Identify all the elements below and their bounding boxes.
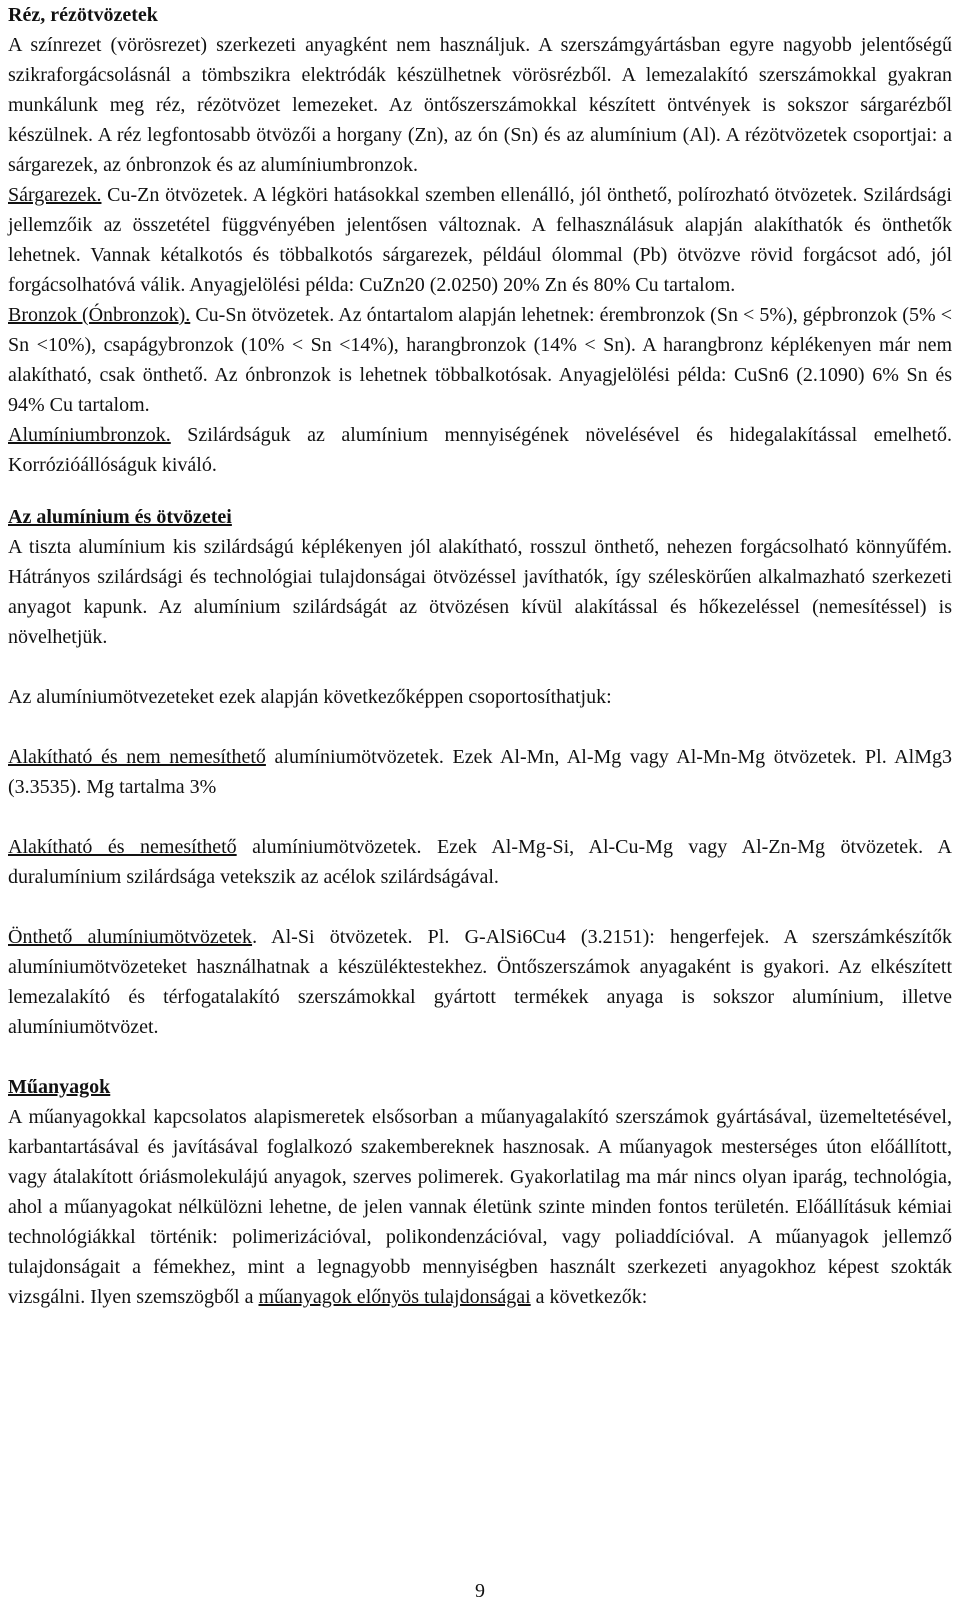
plastics-text: A műanyagokkal kapcsolatos alapismeretek elsősorban a műanyagalakító szerszámok gyártásával, üzemeltetésével, karbantartásával és javításával foglalkozó szakembereknek hasznosak. A műanyagok mesterséges úton előállított, vagy átalakított óriásmolekulájú anyagok, szerves polimerek. Gyakorlatilag ma már nincs olyan iparág, technológia, ahol a műanyagokat nélkülözni lehetne, de jelen vannak életünk szinte minden fontos területén. Előállításuk kémiai technológiákkal történik: polimerizációval, polikondenzációval, vagy poliaddícióval. A műanyagok jellemző tulajdonságait a fémekhez, mint a legnagyobb mennyiségben használt szerkezeti anyagokhoz képest szokták vizsgálni. Ilyen szemszögből a	[8, 1106, 952, 1308]
group1-term: Alakítható és nem nemesíthető	[8, 746, 266, 768]
brass-text: Cu-Zn ötvözetek. A légköri hatásokkal szemben ellenálló, jól önthető, polírozható ötvözetek. Szilárdsági jellemzőik az összetétel függvényében jelentősen változnak. A felhasználásuk alapján alakíthatók és önthetők lehetnek. Vannak kétalkotós és többalkotós sárgarezek, például ólommal (Pb) ötvözve rövid forgácsot adó, jól forgácsolhatóvá válik. Anyagjelölési példa: CuZn20 (2.0250) 20% Zn és 80% Cu tartalom.	[8, 184, 952, 296]
aluminium-group3-paragraph	[8, 922, 952, 1042]
aluminium-bronze-text: Szilárdságuk az alumínium mennyiségének növelésével és hidegalakítással emelhető. Korrózióállóságuk kiváló.	[8, 424, 952, 476]
aluminium-intro-paragraph: A tiszta alumínium kis szilárdságú képlékenyen jól alakítható, rosszul önthető, nehezen forgácsolható könnyűfém. Hátrányos szilárdsági és technológiai tulajdonságai ötvözéssel javíthatók, így széleskörűen alkalmazható szerkezeti anyagot kapunk. Az alumínium szilárdságát az ötvözésen kívül alakítással és hőkezeléssel (nemesítéssel) is növelhetjük.	[8, 536, 952, 648]
bronze-text: Cu-Sn ötvözetek. Az óntartalom alapján lehetnek: érembronzok (Sn < 5%), gépbronzok (5% < Sn <10%), csapágybronzok (10% < Sn <14%), harangbronzok (14% < Sn). A harangbronz képlékenyen már nem alakítható, csak önthető. Az ónbronzok is lehetnek többalkotósak. Anyagjelölési példa: CuSn6 (2.1090) 6% Sn és 94% Cu tartalom.	[8, 304, 952, 416]
aluminium-group2-paragraph	[8, 832, 952, 892]
spacer	[8, 892, 952, 922]
group2-term: Alakítható és nemesíthető	[8, 836, 237, 858]
document-page	[8, 0, 952, 1312]
plastics-text-end: a következők:	[530, 1286, 648, 1308]
group2-text: alumíniumötvözetek. Ezek Al-Mg-Si, Al-Cu-Mg vagy Al-Zn-Mg ötvözetek. A duralumínium szilárdsága vetekszik az acélok szilárdságával.	[8, 836, 952, 888]
plastics-advantages-term: műanyagok előnyös tulajdonságai	[258, 1286, 531, 1308]
spacer	[8, 802, 952, 832]
bronze-term: Bronzok (Ónbronzok).	[8, 304, 191, 326]
brass-term: Sárgarezek.	[8, 184, 102, 206]
group1-text: alumíniumötvözetek. Ezek Al-Mn, Al-Mg vagy Al-Mn-Mg ötvözetek. Pl. AlMg3 (3.3535). Mg tartalma 3%	[8, 746, 952, 798]
bronze-paragraph	[8, 300, 952, 420]
group3-text: . Al-Si ötvözetek. Pl. G-AlSi6Cu4 (3.2151): hengerfejek. A szerszámkészítők alumíniumötvözeteket használhatnak a készüléktestekhez. Öntőszerszámok anyagaként is gyakori. Az elkészített lemezalakító és térfogatalakító szerszámokkal gyártott termékek anyaga is sokszor alumínium, illetve alumíniumötvözet.	[8, 926, 952, 1038]
aluminium-bronze-paragraph	[8, 420, 952, 480]
aluminium-bronze-term: Alumíniumbronzok.	[8, 424, 171, 446]
section-heading-copper: Réz, rézötvözetek	[8, 4, 158, 26]
aluminium-grouping-paragraph: Az alumíniumötvezeteket ezek alapján következőképpen csoportosíthatjuk:	[8, 686, 612, 708]
page-number: 9	[475, 1580, 485, 1602]
spacer	[8, 1042, 952, 1072]
brass-paragraph	[8, 180, 952, 300]
spacer	[8, 480, 952, 502]
spacer	[8, 652, 952, 682]
copper-intro-paragraph: A színrezet (vörösrezet) szerkezeti anyagként nem használjuk. A szerszámgyártásban egyre nagyobb jelentőségű szikraforgácsolásnál a tömbszikra elektródák készülhetnek vörösrézből. A lemezalakító szerszámokkal gyakran munkálunk meg réz, rézötvözet lemezeket. Az öntőszerszámokkal készített öntvények is sokszor sárgarézből készülnek. A réz legfontosabb ötvözői a horgany (Zn), az ón (Sn) és az alumínium (Al). A rézötvözetek csoportjai: a sárgarezek, az ónbronzok és az alumíniumbronzok.	[8, 34, 952, 176]
group3-term: Önthető alumíniumötvözetek	[8, 926, 253, 948]
plastics-paragraph	[8, 1102, 952, 1312]
aluminium-group1-paragraph	[8, 742, 952, 802]
section-heading-plastics: Műanyagok	[8, 1076, 111, 1098]
spacer	[8, 712, 952, 742]
section-heading-aluminium: Az alumínium és ötvözetei	[8, 506, 232, 528]
